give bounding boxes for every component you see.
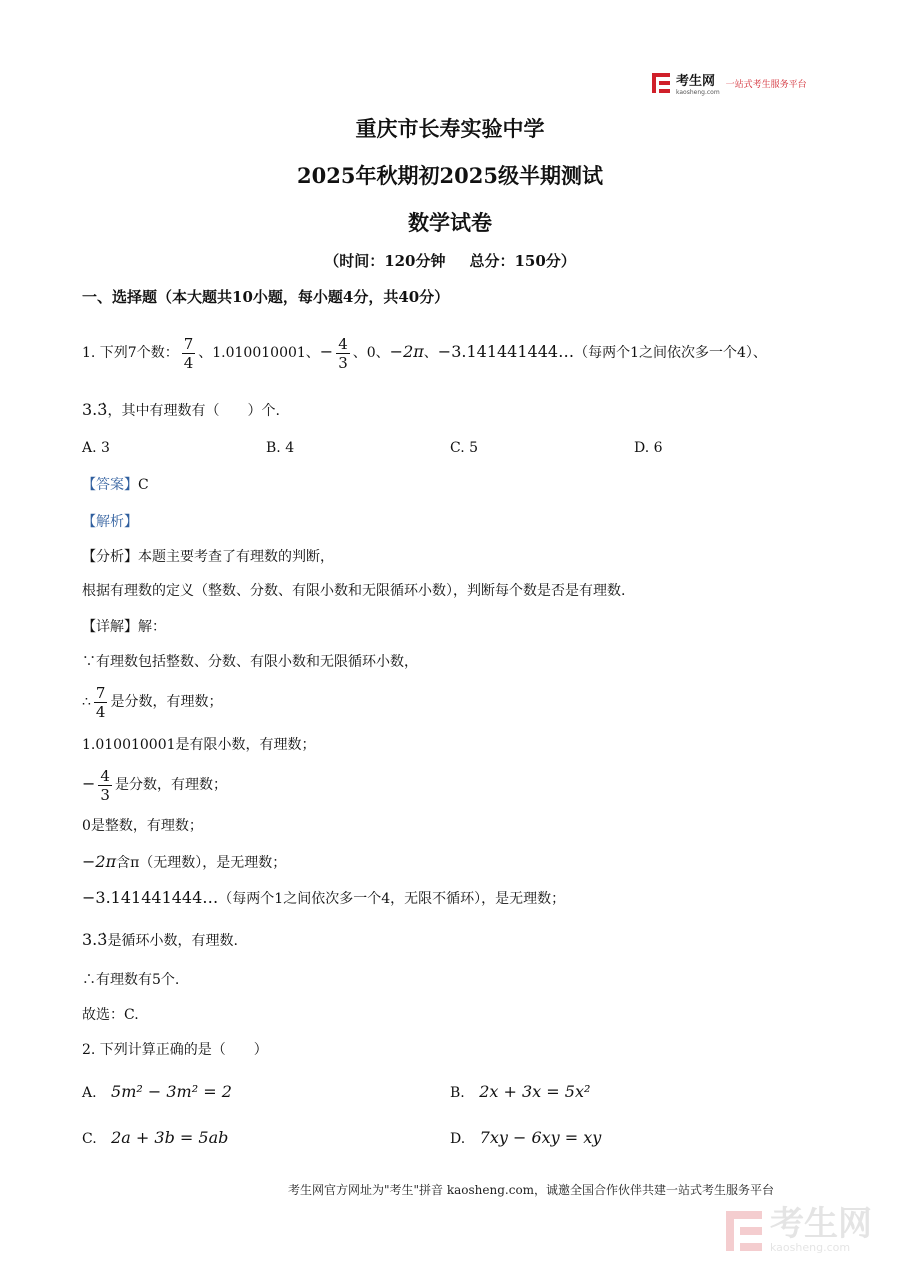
long-number: −3.141441444… xyxy=(82,888,219,907)
option-label: D. xyxy=(450,1131,466,1147)
exam-score: 总分：150分） xyxy=(469,252,576,270)
solution-step-5 xyxy=(82,852,286,873)
logo-text xyxy=(676,70,720,96)
q2-option-a[interactable] xyxy=(82,1082,232,1101)
option-expression: 5m² − 3m² = 2 xyxy=(111,1082,232,1101)
q2-option-b[interactable] xyxy=(450,1082,590,1101)
watermark-domain: kaosheng.com xyxy=(770,1241,851,1254)
solution-step-2: 1.010010001是有限小数，有理数； xyxy=(82,737,316,753)
step-text: 是循环小数，有理数. xyxy=(107,933,238,949)
answer-tag: 【答案】 xyxy=(82,477,138,493)
option-expression: 2a + 3b = 5ab xyxy=(111,1128,229,1147)
frac-den: 4 xyxy=(183,353,194,372)
question-1-stem xyxy=(82,328,767,377)
kaosheng-watermark-icon xyxy=(726,1211,762,1251)
step-text: （每两个1之间依次多一个4，无限不循环），是无理数； xyxy=(218,891,566,907)
q1-option-a[interactable]: A. 3 xyxy=(82,440,110,456)
analysis-line: 【分析】本题主要考查了有理数的判断， xyxy=(82,549,334,565)
long-number: −3.141441444… xyxy=(437,342,575,361)
q1-sep: 、 xyxy=(423,345,438,361)
exam-meta xyxy=(0,250,900,271)
q1-option-d[interactable]: D. 6 xyxy=(634,440,663,456)
question-1-stem-cont xyxy=(82,400,280,421)
school-title: 重庆市长寿实验中学 xyxy=(355,116,545,141)
exam-time: （时间：120分钟 xyxy=(324,252,446,270)
frac-num: 7 xyxy=(183,334,194,353)
option-expression: 7xy − 6xy = xy xyxy=(479,1128,602,1147)
frac-num: 4 xyxy=(338,334,348,353)
q1-ask: ，其中有理数有（ ）个. xyxy=(107,403,280,419)
solution-step-3 xyxy=(82,762,227,807)
q2-option-c[interactable] xyxy=(82,1128,228,1147)
solution-step-7 xyxy=(82,930,238,951)
option-expression: 2x + 3x = 5x² xyxy=(479,1082,591,1101)
fraction-4-3 xyxy=(336,335,350,372)
q1-answer xyxy=(82,475,149,495)
option-label: B. xyxy=(450,1085,465,1101)
q1-sep: 、1.010010001、 xyxy=(198,345,320,361)
answer-value: C xyxy=(138,477,149,493)
section-heading: 一、选择题（本大题共10小题，每小题4分，共40分） xyxy=(82,288,450,306)
q2-option-d[interactable] xyxy=(450,1128,601,1147)
question-2-stem: 2. 下列计算正确的是（ ） xyxy=(82,1042,268,1058)
solution-step-1 xyxy=(82,680,222,724)
frac-num: 7 xyxy=(95,683,106,702)
fraction-7-4 xyxy=(94,684,108,721)
fraction-7-4 xyxy=(182,335,196,372)
q1-note: （每两个1之间依次多一个4）、 xyxy=(574,345,767,361)
analysis-tag: 【解析】 xyxy=(82,514,138,530)
frac-den: 4 xyxy=(95,702,106,721)
logo-name: 考生网 xyxy=(676,74,716,89)
frac-num: 4 xyxy=(100,766,110,785)
watermark xyxy=(726,1204,872,1254)
option-label: C. xyxy=(82,1131,97,1147)
watermark-text xyxy=(770,1204,872,1254)
neg-2pi: −2π xyxy=(389,342,424,361)
option-label: A. xyxy=(82,1085,97,1101)
subject-title: 数学试卷 xyxy=(408,210,492,235)
solution-step-9: 故选：C. xyxy=(82,1007,139,1023)
frac-den: 3 xyxy=(338,353,348,372)
solution-step-4: 0是整数，有理数； xyxy=(82,818,203,834)
kaosheng-logo-icon xyxy=(652,73,670,93)
footer-note: 考生网官方网址为"考生"拼音 kaosheng.com，诚邀全国合作伙伴共建一站式考生服务平台 xyxy=(288,1183,775,1197)
analysis-line: 根据有理数的定义（整数、分数、有限小数和无限循环小数），判断每个数是否是有理数. xyxy=(82,583,626,599)
q1-intro: 1. 下列7个数： xyxy=(82,345,179,361)
frac-den: 3 xyxy=(100,785,110,804)
repeating-decimal: 3.3̇ xyxy=(82,930,108,949)
solution-step-8: ∴有理数有5个. xyxy=(82,972,180,988)
analysis-line: ∵有理数包括整数、分数、有限小数和无限循环小数， xyxy=(82,654,418,670)
minus-sign: − xyxy=(82,774,96,793)
q1-option-c[interactable]: C. 5 xyxy=(450,440,479,456)
q1-sep: 、0、 xyxy=(352,345,390,361)
header-logo[interactable] xyxy=(652,72,807,94)
step-text: 是分数，有理数； xyxy=(114,777,227,793)
logo-slogan: 一站式考生服务平台 xyxy=(725,79,807,90)
logo-domain: kaosheng.com xyxy=(676,89,720,96)
step-text: 是分数，有理数； xyxy=(110,694,223,710)
fraction-4-3 xyxy=(98,767,112,804)
therefore-symbol: ∴ xyxy=(82,694,91,710)
watermark-name: 考生网 xyxy=(770,1204,872,1244)
neg-2pi: −2π xyxy=(82,852,117,871)
solution-step-6 xyxy=(82,888,565,909)
minus-sign: − xyxy=(319,342,334,361)
exam-title: 2025年秋期初2025级半期测试 xyxy=(297,163,603,188)
analysis-line: 【详解】解： xyxy=(82,619,166,635)
repeating-decimal: 3.3̇ xyxy=(82,400,108,419)
q1-option-b[interactable]: B. 4 xyxy=(266,440,295,456)
step-text: 含π（无理数），是无理数； xyxy=(116,855,287,871)
